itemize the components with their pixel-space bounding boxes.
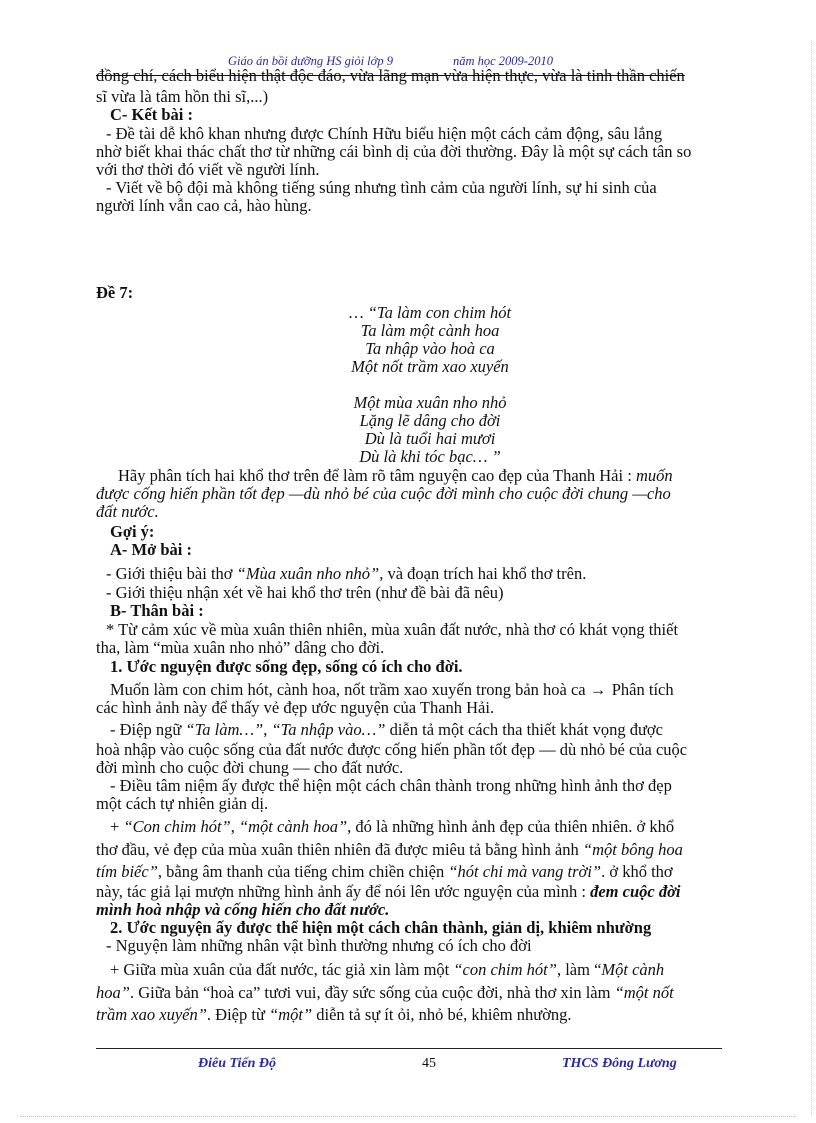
text-span: này, tác giả lại mượn những hình ảnh ấy để nói lên ước nguyện của mình : [96,882,586,901]
text-span: Phân tích [611,680,674,699]
text-span: . Giữa bản “hoà ca” tươi vui, đầy sức sống của cuộc đời, nhà thơ xin làm [129,983,615,1002]
poem-line: Ta nhập vào hoà ca [365,339,495,358]
text-line: - Viết về bộ đội mà không tiếng súng nhưng tình cảm của người lính, sự hi sinh của [106,178,657,197]
text-line [96,840,766,859]
poem-line: Một mùa xuân nho nhỏ [353,393,507,412]
text-span: , [263,720,272,739]
text-line: - Giới thiệu nhận xét về hai khổ thơ trên (như đề bài đã nêu) [106,583,504,602]
text-span: diễn tả một cách tha thiết khát vọng được [385,720,663,739]
text-line: - Điều tâm niệm ấy được thể hiện một cách chân thành trong những hình ảnh thơ đẹp [110,776,672,795]
text-span: + [110,817,124,836]
task-line: đất nước. [96,502,159,521]
text-span: thơ đầu, vẻ đẹp của mùa xuân thiên nhiên đã được miêu tả bằng hình ảnh [96,840,583,859]
quote: “Ta nhập vào…” [271,720,386,739]
quote: “hót chi mà vang trời” [448,862,602,881]
subsection-heading-1: 1. Ước nguyện được sống đẹp, sống có ích cho đời. [110,657,463,676]
quote: trầm xao xuyến” [96,1005,207,1024]
section-heading-c: C- Kết bài : [110,105,193,124]
text-span: - Điệp ngữ [110,720,186,739]
text-span: , làm “ [556,960,602,979]
poem-stanza-2 [330,394,530,466]
text-line [110,817,780,836]
text-line [110,960,780,979]
poem-line: Một nốt trầm xao xuyến [351,357,509,376]
text-line [110,720,780,739]
quote: “Con chim hót” [123,817,231,836]
task-italic: muốn [635,466,673,485]
quote: tím biếc” [96,862,158,881]
quote: “một” [269,1005,313,1024]
text-line: với thơ thời đó viết về người lính. [96,160,320,179]
quote: “một bông hoa [582,840,683,859]
quote: hoa” [96,983,130,1002]
text-span: , bằng âm thanh của tiếng chim chiền chiện [157,862,449,881]
emphasis: đem cuộc đời [585,882,681,901]
text-span: . Điệp từ [206,1005,270,1024]
text-span: , đó là những hình ảnh đẹp của thiên nhiên. ở khổ [347,817,675,836]
poem-line: … “Ta làm con chim hót [348,303,512,322]
text-line [96,983,766,1002]
page-number: 45 [422,1056,436,1071]
task-line: được cống hiến phần tốt đẹp —dù nhỏ bé của cuộc đời mình cho cuộc đời chung —cho [96,484,671,503]
text-line: đồng chí, cách biểu hiện thật độc đáo, vừa lãng mạn vừa hiện thực, vừa là tinh thần chiến [96,66,685,85]
text-line [96,882,766,901]
text-line: sĩ vừa là tâm hồn thi sĩ,...) [96,87,269,106]
task-line [118,466,788,485]
text-line: mình hoà nhập và cống hiến cho đất nước. [96,900,390,919]
text-line: - Nguyện làm những nhân vật bình thường nhưng có ích cho đời [106,936,532,955]
text-line: các hình ảnh này để thấy vẻ đẹp ước nguyện của Thanh Hải. [96,698,495,717]
header-right: năm học 2009-2010 [452,54,553,68]
footer-school: THCS Đông Lương [562,1056,677,1071]
quote: Một cành [601,960,665,979]
text-line [106,564,776,583]
text-line [96,862,766,881]
poem-title: “Mùa xuân nho nhỏ” [236,564,380,583]
poem-line: Dù là tuổi hai mươi [364,429,496,448]
exercise-title: Đề 7: [96,283,134,302]
text-span: - Giới thiệu bài thơ [106,564,237,583]
text-line: - Đề tài dễ khô khan nhưng được Chính Hữu biểu hiện một cách cảm động, sâu lắng [106,124,663,143]
text-line [96,1005,766,1024]
poem-line: Dù là khi tóc bạc… ” [359,447,501,466]
poem-line: Ta làm một cành hoa [360,321,500,340]
text-line [110,680,780,699]
task-text: Hãy phân tích hai khổ thơ trên để làm rõ tâm nguyện cao đẹp của Thanh Hải : [118,466,632,485]
subsection-heading-2: 2. Ước nguyện ấy được thể hiện một cách chân thành, giản dị, khiêm nhường [110,918,652,937]
footer-divider [96,1048,722,1049]
header-left: Giáo án bồi dưỡng HS giỏi lớp 9 [228,54,393,68]
text-line: nhờ biết khai thác chất thơ từ những cái bình dị của đời thường. Đây là một sự cách tân so [96,142,692,161]
section-heading-b: B- Thân bài : [110,601,204,620]
page-bottom-dots [20,1116,796,1117]
hint-heading: Gợi ý: [110,522,155,541]
poem-line: Lặng lẽ dâng cho đời [359,411,501,430]
text-span: + Giữa mùa xuân của đất nước, tác giả xin làm một [110,960,454,979]
poem-stanza-1 [330,304,530,376]
quote: “một cành hoa” [238,817,348,836]
quote: “một nốt [614,983,674,1002]
footer-author: Điêu Tiến Độ [198,1056,277,1071]
text-span: . ở khổ thơ [601,862,673,881]
text-line: tha, làm “mùa xuân nho nhỏ” dâng cho đời. [96,638,385,657]
text-line: hoà nhập vào cuộc sống của đất nước được cống hiến phần tốt đẹp — dù nhỏ bé của cuộc [96,740,688,759]
text-line: đời mình cho cuộc đời chung — cho đất nước. [96,758,404,777]
text-line: người lính vẫn cao cả, hào hùng. [96,196,312,215]
text-line: * Từ cảm xúc về mùa xuân thiên nhiên, mùa xuân đất nước, nhà thơ có khát vọng thiết [106,620,679,639]
page-edge-dots [811,40,812,1115]
text-line: một cách tự nhiên giản dị. [96,794,269,813]
text-span: , và đoạn trích hai khổ thơ trên. [379,564,587,583]
text-span: Muốn làm con chim hót, cành hoa, nốt trầm xao xuyến trong bản hoà ca [110,680,586,699]
arrow-right-icon: → [589,680,607,699]
quote: “Ta làm…” [185,720,264,739]
quote: “con chim hót” [453,960,557,979]
text-span: , [230,817,239,836]
section-heading-a: A- Mở bài : [110,540,193,559]
text-span: diễn tả sự ít ỏi, nhỏ bé, khiêm nhường. [312,1005,572,1024]
